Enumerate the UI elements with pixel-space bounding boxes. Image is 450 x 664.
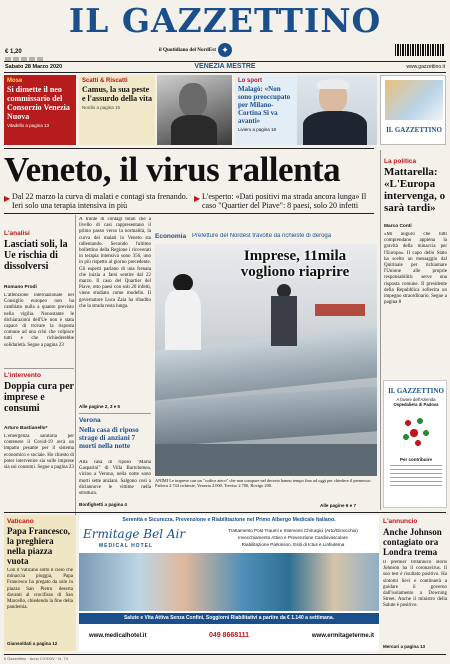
barcode — [234, 47, 242, 53]
economia-strap: Prefetture del Nordest travolte da richieste di deroga — [192, 233, 332, 239]
ad-strip: Salute e Vita Attiva Senza Confini, Soggiorni Riabilitativi a partire da € 1.140 a settimana. — [79, 613, 379, 624]
ad-photo-strip — [79, 553, 379, 611]
verona-ref: Bonfighetti a pagina 4 — [79, 502, 127, 507]
teaser-malago[interactable] — [235, 75, 297, 145]
teaser-kicker: Mose — [7, 78, 23, 84]
center-ref: Alle pagine 2, 3 e 5 — [79, 404, 121, 409]
teaser-title: Camus, la sua peste e l'assurdo della vita — [82, 85, 153, 103]
annuncio-title[interactable]: Anche Johnson contagiato ora Londra trema — [383, 527, 442, 557]
ad-service-3: Riabilitazione Parkinson, Esiti di Ictus e Linfedema — [241, 542, 345, 547]
ad-brand: Ermitage Bel Air — [83, 527, 186, 541]
annuncio-body: Il premier britannico Boris Johnson ha il coronavirus. Il suo test è risultato positivo. Ha sintomi lievi e continuerà a guidare il governo dall'isolamento a Downing Street. Anche il ministro della Salute è positivo. — [383, 560, 447, 609]
promo-label: IL GAZZETTINO — [386, 126, 442, 134]
teaser-ref: Nordio a pagina 15 — [82, 105, 121, 110]
price-label: € 1,20 — [5, 49, 22, 55]
intervento-body: L'emergenza sanitaria per contenere il Covid-19 avrà un impatto pesante per il sistema economico e sociale. Ho chiesto di poter intervenire sia sulle imprese sia sui consumi. Segue a pagina 23 — [4, 434, 74, 471]
analisi-author: Romano Prodi — [4, 285, 37, 290]
teaser-title: Si dimette il neo commissario del Consorzio Venezia Nuova — [7, 85, 70, 121]
vatican-box[interactable] — [4, 515, 76, 651]
star-logo-icon: ✦ — [218, 43, 232, 57]
annuncio-ref: Mercuri a pagina 13 — [383, 644, 426, 649]
edition-label: VENEZIA MESTRE — [194, 63, 256, 70]
malago-photo — [297, 75, 377, 145]
analisi-kicker: L'analisi — [4, 230, 30, 237]
verona-kicker: Verona — [79, 417, 101, 424]
ad-site-1[interactable]: www.medicalhotel.it — [89, 633, 147, 639]
ad-site-2[interactable]: www.ermitageterme.it — [311, 633, 374, 639]
economia-headline[interactable]: Imprese, 11mila vogliono riaprire — [240, 248, 350, 280]
intervento-title[interactable]: Doppia cura per imprese e consumi — [4, 381, 74, 414]
promo-box[interactable] — [380, 75, 446, 145]
charity-donate: Per contribuire — [399, 457, 432, 462]
main-headline[interactable]: Veneto, il virus rallenta — [4, 150, 341, 189]
teaser-camus[interactable] — [79, 75, 155, 145]
date-label: Sabato 28 Marzo 2020 — [5, 64, 63, 70]
ad-service-2: Invecchiamento Attivo e Prevenzione Cardiovascolare — [238, 535, 348, 540]
teaser-kicker: Scatti & Riscatti — [82, 78, 128, 84]
website-link[interactable]: www.gazzettino.it — [406, 64, 445, 70]
teaser-ref: Liviero a pagina 18 — [238, 127, 277, 132]
triangle-bullet-icon: ▶ — [4, 194, 11, 203]
teaser-mose[interactable] — [4, 75, 76, 145]
charity-info — [390, 465, 442, 487]
economia-ref: Alle pagine 6 e 7 — [320, 503, 356, 508]
ad-brand-sub: MEDICAL HOTEL — [99, 543, 154, 549]
ad-header: Serenità e Sicurezza, Prevenzione e Riabilitazione nel Primo Albergo Medicale Italiano. — [122, 517, 336, 523]
economia-caption: ANIMI Le imprese con un "codice ateco" che non compare nel decreto hanno tempo fino ad oggi per chiedere il permesso: Padova 2.744 richieste, Venezia 2.000, Treviso 2.700, Rovigo 200. — [155, 478, 372, 489]
politica-title[interactable]: Mattarella: «L'Europa intervenga, o sarà tardi» — [384, 166, 446, 214]
analisi-title[interactable]: Lasciati soli, la Ue rischia di dissolversi — [4, 239, 68, 272]
vatican-ref: Giansoldati a pagina 12 — [7, 641, 58, 646]
annuncio-kicker: L'annuncio — [383, 518, 418, 525]
triangle-bullet-icon-2: ▶ — [194, 194, 201, 203]
heart-icon — [396, 411, 436, 451]
main-deck-right: L'esperto: «Dati positivi ma strada ancora lunga» Il caso "Quartier del Piave": 8 paesi, solo 20 infetti — [202, 192, 367, 210]
ad-service-1: Trattamento Post Traumi e Interventi Chirurgici (Arto/Ginocchio) — [228, 528, 358, 533]
header-barcode — [395, 44, 445, 56]
masthead-title[interactable]: IL GAZZETTINO — [68, 1, 382, 40]
teaser-kicker: Lo sport — [238, 78, 262, 84]
vatican-body: Con il Vaticano sotto il cielo che minaccia pioggia, Papa Francesco ha pregato da solo in piazza San Pietro deserta davanti al crocifisso di San Marcello, chiedendo la fine della pandemia. — [7, 568, 73, 611]
teaser-ref: Vitadello a pagina 13 — [7, 123, 49, 128]
analisi-body: L'attenzione internazionale nel Consiglio europeo non ha cambiato nulla a quanto previsto nella vigilia. Nonostante le dichiarazioni dell'Ue non è stata capace di trovare la risposta comune ad una crisi che colpisce tutti e che richiederebbe solidarietà. Segue a pagina 23 — [4, 293, 74, 348]
politica-author: Marco Conti — [384, 224, 412, 229]
camus-photo — [157, 75, 232, 145]
intervento-kicker: L'intervento — [4, 372, 41, 379]
teaser-title: Malagò: «Non sono preoccupato per Milano-Cortina Si va avanti» — [238, 85, 291, 125]
vatican-kicker: Vaticano — [7, 518, 34, 525]
verona-body: Alla casa di riposo "Maria Gasparini" di Villa Bartolomea, vicino a Verona, nella notte sono morti sette anziani. Salgono così a diciannove le vittime nella struttura. — [79, 460, 151, 497]
charity-line1: A favore dell'Azienda — [396, 397, 436, 402]
economia-kicker: Economia — [155, 233, 187, 240]
politica-body: «Mi auguro che tutti comprendano appiena la gravità della minaccia per l'Europa». Il capo dello Stato ha scelto un messaggio dal Quirinale per richiamare l'Unione alle proprie responsabilità: serve una risposta comune. Il presidente della Repubblica sollecita un impegno straordinario. Segue a pagina 8 — [384, 232, 447, 306]
intervento-author: Arturo Bastianello* — [4, 426, 48, 431]
ad-banner[interactable] — [79, 515, 379, 651]
politica-kicker: La politica — [384, 158, 417, 165]
charity-box[interactable] — [383, 380, 447, 508]
vatican-title: Papa Francesco, la preghiera nella piazza vuota — [7, 526, 70, 566]
footer-line: Il Gazzettino · Anno CXXXIV · N. 74 — [4, 656, 68, 661]
main-deck-left: Dal 22 marzo la curva di malati e contagi sta frenando. Ieri solo una terapia intensiva in più — [12, 192, 188, 210]
center-body: A fronte di contagi totali che a livello di casi rappresentano il primo passo verso la normalità, la curva dei malati in Veneto sta rallentando. Secondo l'ultimo bollettino della Regione i ricoverati in terapia intensiva sono 356, uno in più rispetto al giorno precedente. Gli esperti parlano di una frenata che inizia a farsi sentire dal 22 marzo. Il caso del Quartier del Piave, otto paesi con soli 20 infetti, viene studiato come modello. Il governatore Luca Zaia ha ribadito che la strada resta lunga. — [79, 217, 151, 309]
ad-phone[interactable]: 049 8668111 — [208, 632, 250, 639]
charity-title: IL GAZZETTINO — [388, 387, 444, 395]
masthead-subtitle: il Quotidiano del NordEst — [158, 47, 216, 53]
verona-title[interactable]: Nella casa di riposo strage di anziani 7 morti nella notte — [79, 426, 139, 451]
charity-line2: Ospedaliera di Padova — [393, 402, 439, 407]
